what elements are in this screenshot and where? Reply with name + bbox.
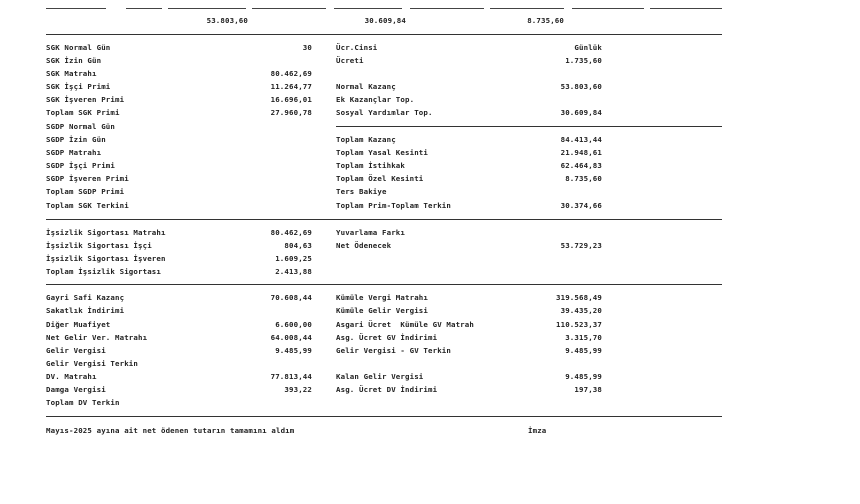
wage-label: Ücr.Cinsi (336, 43, 378, 52)
tax-label: Sakatlık İndirimi (46, 306, 125, 315)
tax-cumulative-label: Kalan Gelir Vergisi (336, 372, 424, 381)
net-value: 53.729,23 (560, 241, 602, 250)
top-dash-3 (168, 8, 246, 9)
top-dash-8 (572, 8, 644, 9)
wage-value: 1.735,60 (565, 56, 602, 65)
sgk-value: 16.696,01 (270, 95, 312, 104)
net-label: Yuvarlama Farkı (336, 228, 405, 237)
sgk-label: SGK Matrahı (46, 69, 97, 78)
sgk-label: SGDP İzin Gün (46, 135, 106, 144)
wage-label: Sosyal Yardımlar Top. (336, 108, 433, 117)
sgk-label: SGK İşveren Primi (46, 95, 125, 104)
top-dash-9 (650, 8, 722, 9)
tax-cumulative-label: Gelir Vergisi - GV Terkin (336, 346, 451, 355)
top-dash-6 (410, 8, 484, 9)
sgk-label: SGDP İşçi Primi (46, 161, 115, 170)
net-label: Net Ödenecek (336, 241, 392, 250)
totals-value: 8.735,60 (565, 174, 602, 183)
unemployment-label: İşsizlik Sigortası İşçi (46, 241, 152, 250)
tax-cumulative-value: 319.568,49 (556, 293, 602, 302)
wage-label: Ek Kazançlar Top. (336, 95, 415, 104)
sgk-label: Toplam SGK Primi (46, 108, 120, 117)
tax-value: 77.813,44 (270, 372, 312, 381)
sgk-value: 30 (302, 43, 312, 52)
tax-value: 6.600,00 (275, 320, 312, 329)
top-dash-4 (252, 8, 326, 9)
totals-value: 21.948,61 (560, 148, 602, 157)
unemployment-label: Toplam İşsizlik Sigortası (46, 267, 161, 276)
tax-label: DV. Matrahı (46, 372, 97, 381)
totals-value: 84.413,44 (560, 135, 602, 144)
totals-label: Ters Bakiye (336, 187, 387, 196)
signature-label: İmza (528, 426, 547, 435)
tax-cumulative-value: 39.435,20 (560, 306, 602, 315)
tax-cumulative-label: Asg. Ücret GV İndirimi (336, 333, 438, 342)
totals-label: Toplam Yasal Kesinti (336, 148, 428, 157)
tax-value: 9.485,99 (275, 346, 312, 355)
unemployment-label: İşsizlik Sigortası İşveren (46, 254, 166, 263)
sgk-label: SGK Normal Gün (46, 43, 111, 52)
tax-cumulative-value: 9.485,99 (565, 346, 602, 355)
tax-label: Net Gelir Ver. Matrahı (46, 333, 148, 342)
tax-label: Gelir Vergisi Terkin (46, 359, 138, 368)
sgk-value: 80.462,69 (270, 69, 312, 78)
tax-value: 64.008,44 (270, 333, 312, 342)
totals-value: 30.374,66 (560, 201, 602, 210)
wage-value: 30.609,84 (560, 108, 602, 117)
total-earnings: 53.803,60 (206, 16, 248, 25)
tax-cumulative-value: 110.523,37 (556, 320, 602, 329)
tax-label: Diğer Muafiyet (46, 320, 111, 329)
unemployment-value: 2.413,88 (275, 267, 312, 276)
rule-4 (46, 416, 722, 417)
tax-label: Gelir Vergisi (46, 346, 106, 355)
tax-cumulative-value: 3.315,70 (565, 333, 602, 342)
unemployment-label: İşsizlik Sigortası Matrahı (46, 228, 166, 237)
top-dash-7 (490, 8, 564, 9)
tax-label: Damga Vergisi (46, 385, 106, 394)
wage-label: Ücreti (336, 56, 364, 65)
sgk-value: 27.960,78 (270, 108, 312, 117)
sgk-label: SGDP Matrahı (46, 148, 102, 157)
totals-label: Toplam Prim-Toplam Terkin (336, 201, 451, 210)
sgk-label: Toplam SGK Terkini (46, 201, 129, 210)
top-dash-5 (334, 8, 402, 9)
tax-label: Gayri Safi Kazanç (46, 293, 125, 302)
sgk-label: SGK İşçi Primi (46, 82, 111, 91)
tax-cumulative-value: 9.485,99 (565, 372, 602, 381)
wage-value: 53.803,60 (560, 82, 602, 91)
totals-label: Toplam Kazanç (336, 135, 396, 144)
top-dash-2 (126, 8, 162, 9)
unemployment-value: 1.609,25 (275, 254, 312, 263)
sgk-label: Toplam SGDP Primi (46, 187, 125, 196)
tax-label: Toplam DV Terkin (46, 398, 120, 407)
rule-right-mid (336, 126, 722, 127)
receipt-statement: Mayıs-2025 ayına ait net ödenen tutarın tamamını aldım (46, 426, 295, 435)
total-private-deduction: 8.735,60 (527, 16, 564, 25)
tax-cumulative-value: 197,38 (574, 385, 602, 394)
sgk-value: 11.264,77 (270, 82, 312, 91)
totals-label: Toplam İstihkak (336, 161, 405, 170)
total-social-aid: 30.609,84 (364, 16, 406, 25)
top-dash-1 (46, 8, 106, 9)
tax-value: 393,22 (284, 385, 312, 394)
tax-cumulative-label: Asgari Ücret Kümüle GV Matrah (336, 320, 474, 329)
unemployment-value: 804,63 (284, 241, 312, 250)
tax-value: 70.608,44 (270, 293, 312, 302)
sgk-label: SGK İzin Gün (46, 56, 102, 65)
rule-3 (46, 284, 722, 285)
wage-label: Normal Kazanç (336, 82, 396, 91)
totals-value: 62.464,83 (560, 161, 602, 170)
totals-label: Toplam Özel Kesinti (336, 174, 424, 183)
tax-cumulative-label: Kümüle Vergi Matrahı (336, 293, 428, 302)
wage-value: Günlük (574, 43, 602, 52)
tax-cumulative-label: Kümüle Gelir Vergisi (336, 306, 428, 315)
unemployment-value: 80.462,69 (270, 228, 312, 237)
tax-cumulative-label: Asg. Ücret DV İndirimi (336, 385, 438, 394)
rule-1 (46, 34, 722, 35)
sgk-label: SGDP İşveren Primi (46, 174, 129, 183)
rule-2 (46, 219, 722, 220)
sgk-label: SGDP Normal Gün (46, 122, 115, 131)
